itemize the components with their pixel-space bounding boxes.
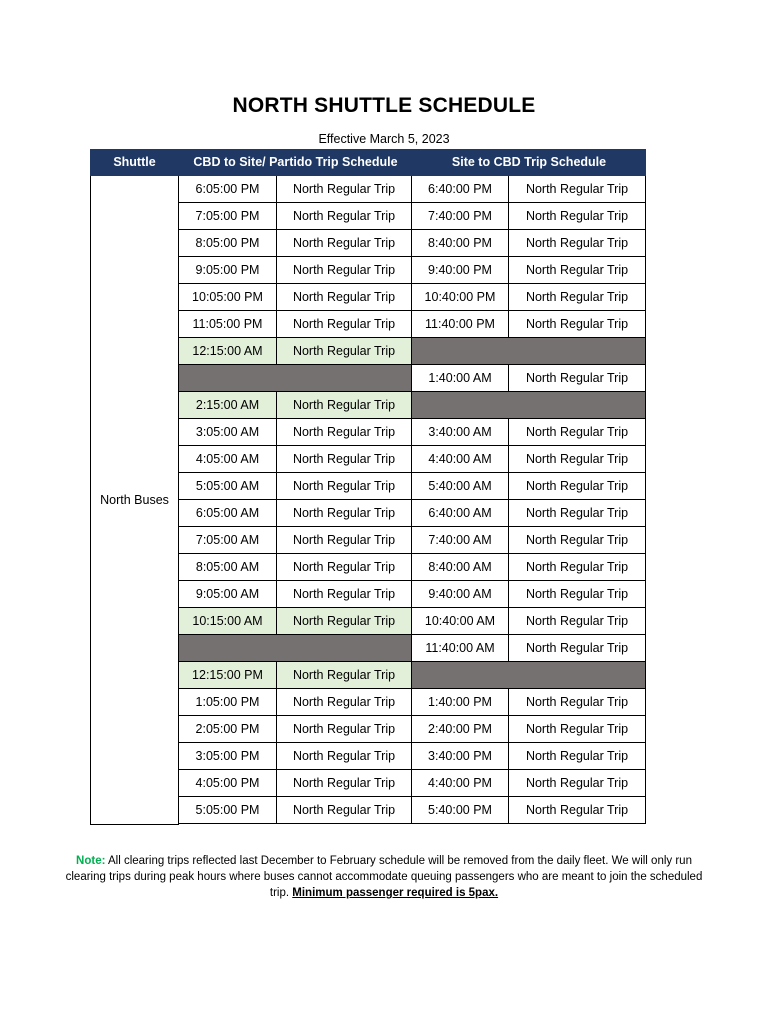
return-time-cell: 4:40:00 AM [412,446,509,473]
return-time-cell: 9:40:00 AM [412,581,509,608]
departure-trip-cell: North Regular Trip [277,176,412,203]
effective-date: Effective March 5, 2023 [318,132,450,146]
header-cbd-to-site: CBD to Site/ Partido Trip Schedule [193,155,398,169]
table-row [179,689,646,716]
return-trip-cell: North Regular Trip [509,797,646,824]
table-row [179,635,646,662]
no-trip-block [412,338,646,365]
departure-time-cell: 3:05:00 AM [179,419,277,446]
return-trip-cell: North Regular Trip [509,770,646,797]
return-trip-cell: North Regular Trip [509,743,646,770]
shuttle-name-cell [90,176,179,825]
departure-time-cell: 3:05:00 PM [179,743,277,770]
departure-time-cell: 1:05:00 PM [179,689,277,716]
departure-time-cell: 2:15:00 AM [179,392,277,419]
return-trip-cell: North Regular Trip [509,473,646,500]
departure-trip-cell: North Regular Trip [277,500,412,527]
return-time-cell: 10:40:00 AM [412,608,509,635]
header-site-to-cbd: Site to CBD Trip Schedule [451,155,607,169]
return-time-cell: 11:40:00 AM [412,635,509,662]
schedule-rows [179,176,646,824]
table-row [179,257,646,284]
table-row [179,419,646,446]
departure-trip-cell: North Regular Trip [277,230,412,257]
departure-trip-cell: North Regular Trip [277,392,412,419]
departure-trip-cell: North Regular Trip [277,716,412,743]
return-time-cell: 9:40:00 PM [412,257,509,284]
departure-time-cell: 10:05:00 PM [179,284,277,311]
table-row [179,770,646,797]
table-row [179,176,646,203]
return-time-cell: 4:40:00 PM [412,770,509,797]
return-time-cell: 8:40:00 AM [412,554,509,581]
table-row [179,716,646,743]
table-row [179,581,646,608]
return-time-cell: 10:40:00 PM [412,284,509,311]
departure-trip-cell: North Regular Trip [277,743,412,770]
return-time-cell: 11:40:00 PM [412,311,509,338]
departure-time-cell: 9:05:00 PM [179,257,277,284]
table-row [179,446,646,473]
departure-trip-cell: North Regular Trip [277,419,412,446]
page-title: NORTH SHUTTLE SCHEDULE [232,94,536,117]
departure-trip-cell: North Regular Trip [277,770,412,797]
return-trip-cell: North Regular Trip [509,203,646,230]
departure-trip-cell: North Regular Trip [277,446,412,473]
return-time-cell: 3:40:00 AM [412,419,509,446]
table-row [179,230,646,257]
departure-trip-cell: North Regular Trip [277,689,412,716]
table-row [179,527,646,554]
departure-time-cell: 4:05:00 PM [179,770,277,797]
departure-trip-cell: North Regular Trip [277,473,412,500]
return-trip-cell: North Regular Trip [509,284,646,311]
departure-time-cell: 6:05:00 AM [179,500,277,527]
departure-time-cell: 4:05:00 AM [179,446,277,473]
return-trip-cell: North Regular Trip [509,311,646,338]
table-row [179,338,646,365]
note-text: All clearing trips reflected last December to February schedule will be removed from the daily fleet. We will only run clearing trips during peak hours where buses cannot accommodate queuing passengers who are meant to join the scheduled trip. [65,855,703,899]
return-trip-cell: North Regular Trip [509,500,646,527]
departure-time-cell: 8:05:00 PM [179,230,277,257]
return-trip-cell: North Regular Trip [509,176,646,203]
return-trip-cell: North Regular Trip [509,689,646,716]
table-header [90,149,646,176]
return-time-cell: 5:40:00 PM [412,797,509,824]
departure-time-cell: 9:05:00 AM [179,581,277,608]
return-time-cell: 3:40:00 PM [412,743,509,770]
no-trip-block [179,365,412,392]
table-row [179,500,646,527]
departure-time-cell: 12:15:00 PM [179,662,277,689]
return-time-cell: 8:40:00 PM [412,230,509,257]
table-row [179,608,646,635]
table-row [179,365,646,392]
departure-trip-cell: North Regular Trip [277,203,412,230]
return-time-cell: 5:40:00 AM [412,473,509,500]
table-row [179,473,646,500]
departure-time-cell: 2:05:00 PM [179,716,277,743]
table-row [179,203,646,230]
shuttle-name: North Buses [100,493,169,507]
table-row [179,392,646,419]
departure-trip-cell: North Regular Trip [277,311,412,338]
departure-trip-cell: North Regular Trip [277,608,412,635]
return-trip-cell: North Regular Trip [509,257,646,284]
departure-trip-cell: North Regular Trip [277,797,412,824]
departure-time-cell: 11:05:00 PM [179,311,277,338]
return-time-cell: 7:40:00 PM [412,203,509,230]
table-row [179,662,646,689]
return-trip-cell: North Regular Trip [509,608,646,635]
return-trip-cell: North Regular Trip [509,635,646,662]
departure-time-cell: 10:15:00 AM [179,608,277,635]
return-trip-cell: North Regular Trip [509,419,646,446]
no-trip-block [179,635,412,662]
return-trip-cell: North Regular Trip [509,554,646,581]
departure-time-cell: 12:15:00 AM [179,338,277,365]
departure-time-cell: 8:05:00 AM [179,554,277,581]
return-trip-cell: North Regular Trip [509,716,646,743]
return-time-cell: 1:40:00 AM [412,365,509,392]
table-row [179,554,646,581]
departure-time-cell: 7:05:00 AM [179,527,277,554]
departure-trip-cell: North Regular Trip [277,338,412,365]
no-trip-block [412,662,646,689]
header-shuttle: Shuttle [113,155,156,169]
return-time-cell: 6:40:00 PM [412,176,509,203]
table-row [179,743,646,770]
departure-trip-cell: North Regular Trip [277,284,412,311]
departure-trip-cell: North Regular Trip [277,581,412,608]
return-trip-cell: North Regular Trip [509,365,646,392]
departure-trip-cell: North Regular Trip [277,554,412,581]
table-row [179,284,646,311]
table-row [179,311,646,338]
note-label: Note: [76,855,106,867]
departure-time-cell: 6:05:00 PM [179,176,277,203]
note-emphasis: Minimum passenger required is 5pax. [292,887,499,899]
return-trip-cell: North Regular Trip [509,527,646,554]
return-time-cell: 1:40:00 PM [412,689,509,716]
departure-time-cell: 5:05:00 PM [179,797,277,824]
return-time-cell: 2:40:00 PM [412,716,509,743]
no-trip-block [412,392,646,419]
table-row [179,797,646,824]
return-trip-cell: North Regular Trip [509,446,646,473]
return-trip-cell: North Regular Trip [509,581,646,608]
departure-time-cell: 5:05:00 AM [179,473,277,500]
return-time-cell: 6:40:00 AM [412,500,509,527]
footnote [60,853,708,901]
departure-trip-cell: North Regular Trip [277,257,412,284]
return-time-cell: 7:40:00 AM [412,527,509,554]
departure-trip-cell: North Regular Trip [277,662,412,689]
return-trip-cell: North Regular Trip [509,230,646,257]
departure-trip-cell: North Regular Trip [277,527,412,554]
departure-time-cell: 7:05:00 PM [179,203,277,230]
